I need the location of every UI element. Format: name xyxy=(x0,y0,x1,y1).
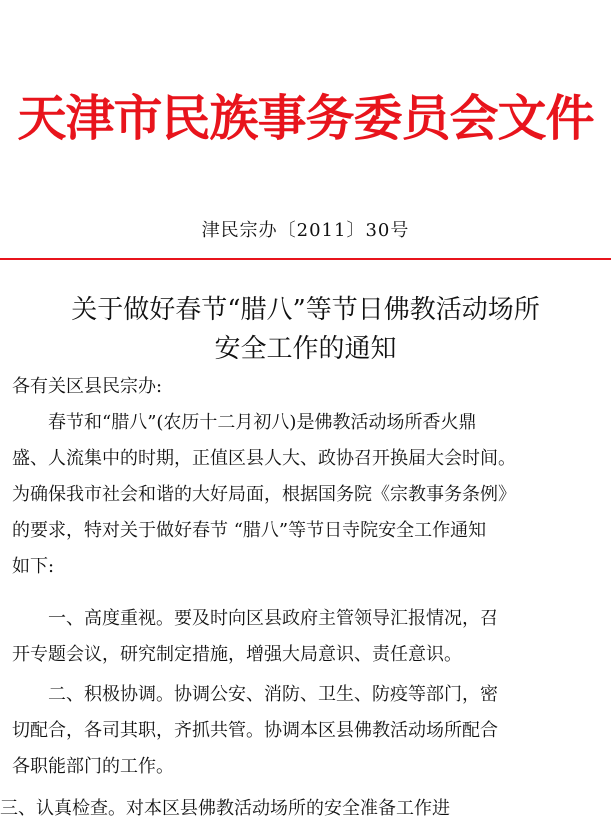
body-line: 如下: xyxy=(12,556,55,577)
body-line: 各职能部门的工作。 xyxy=(12,756,174,777)
body-line: 开专题会议，研究制定措施，增强大局意识、责任意识。 xyxy=(12,644,462,665)
addressee: 各有关区县民宗办: xyxy=(12,376,163,397)
body-line: 盛、人流集中的时期，正值区县人大、政协召开换届大会时间。 xyxy=(12,448,516,469)
body-line: 为确保我市社会和谐的大好局面，根据国务院《宗教事务条例》 xyxy=(12,484,516,505)
notice-title-line-2: 安全工作的通知 xyxy=(214,334,397,364)
body-line: 春节和“腊八”(农历十二月初八)是佛教活动场所香火鼎 xyxy=(48,412,477,433)
document-number: 津民宗办〔2011〕30号 xyxy=(201,220,410,241)
notice-title-line-1: 关于做好春节“腊八”等节日佛教活动场所 xyxy=(71,295,540,325)
body-line: 的要求，特对关于做好春节 “腊八”等节日寺院安全工作通知 xyxy=(12,520,487,541)
red-divider-rule xyxy=(0,258,611,260)
masthead-title: 天津市民族事务委员会文件 xyxy=(17,89,594,147)
body-line: 一、高度重视。要及时向区县政府主管领导汇报情况，召 xyxy=(48,608,498,629)
body-line: 二、积极协调。协调公安、消防、卫生、防疫等部门，密 xyxy=(48,684,498,705)
body-line: 三、认真检查。对本区县佛教活动场所的安全准备工作进 xyxy=(0,798,450,819)
body-line: 切配合，各司其职，齐抓共管。协调本区县佛教活动场所配合 xyxy=(12,720,498,741)
